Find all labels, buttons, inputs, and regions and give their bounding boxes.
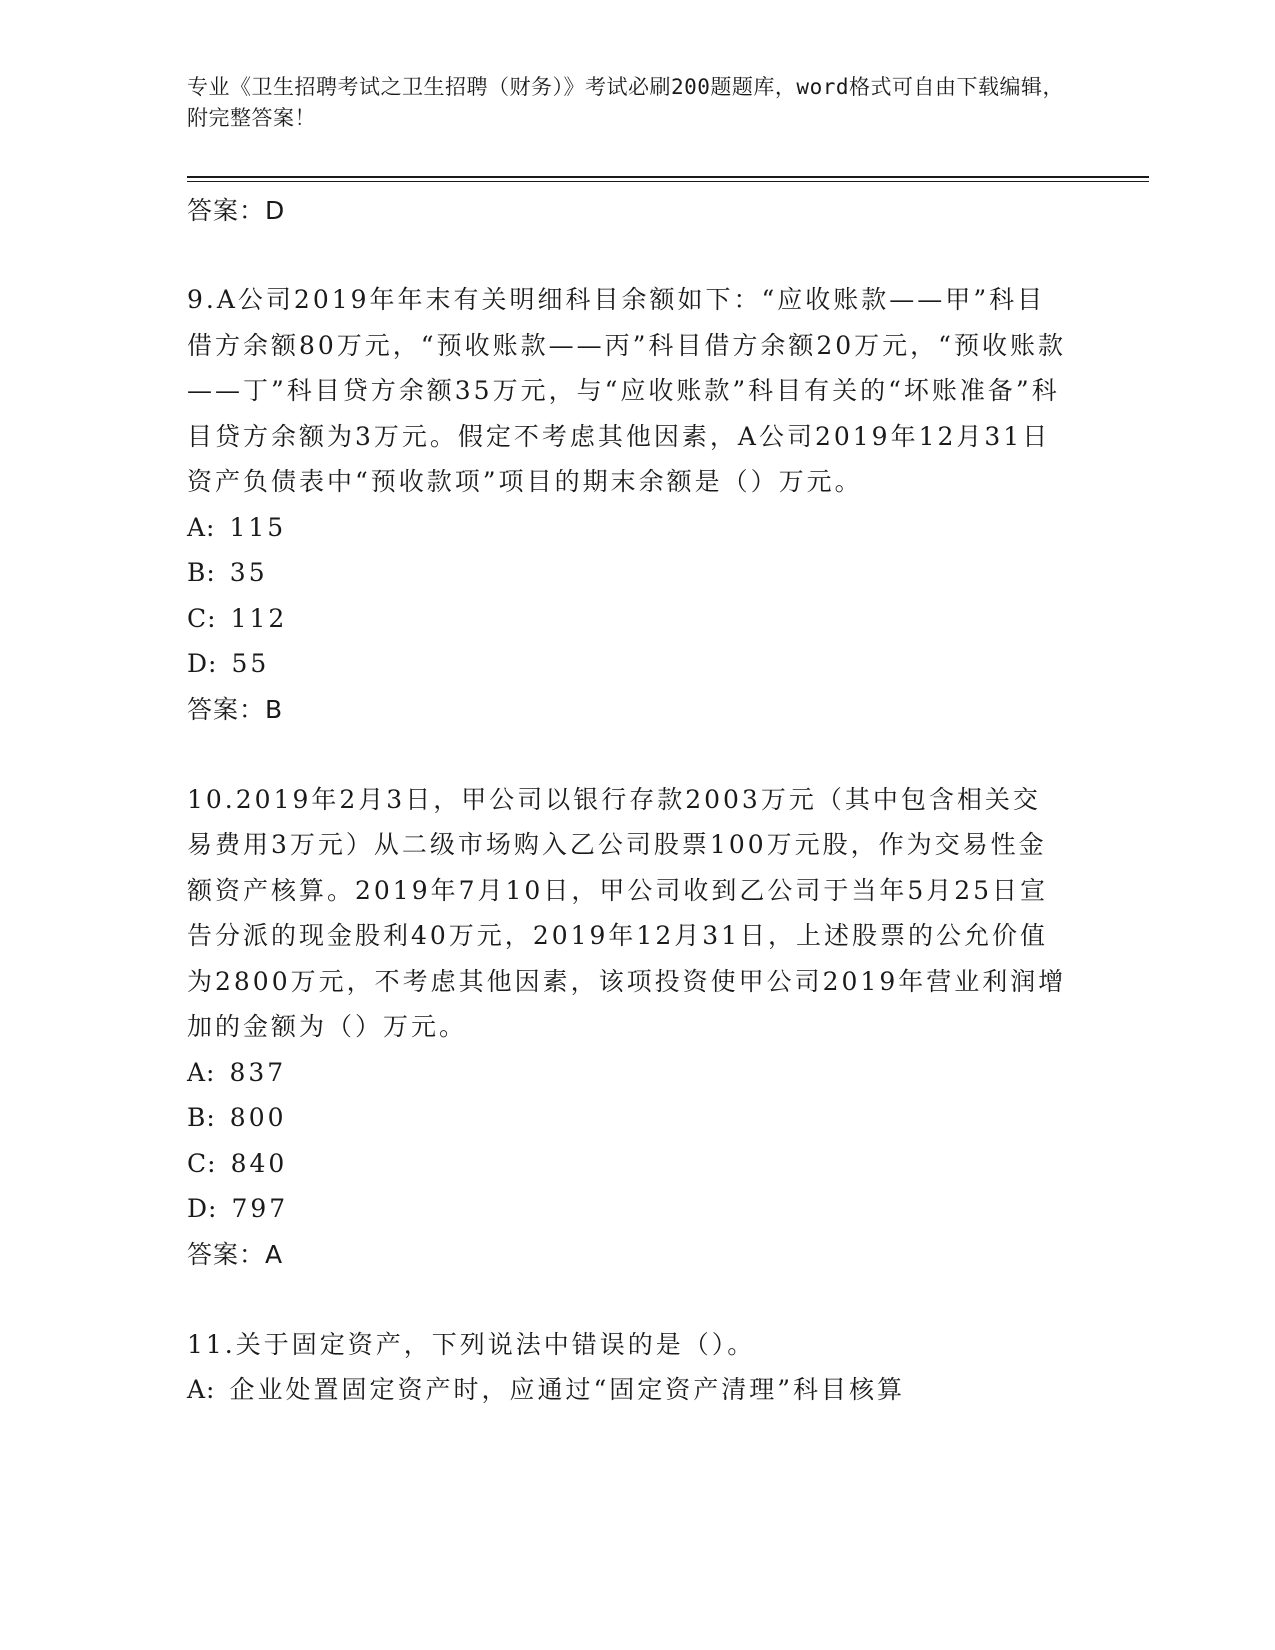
answer-line: 答案：A [187, 1239, 284, 1269]
answer-line: 答案：D [187, 196, 286, 225]
option-value: 企业处置固定资产时，应通过“固定资产清理”科目核算 [229, 1375, 906, 1404]
question-content [187, 188, 1087, 1413]
option-value: 800 [229, 1103, 287, 1132]
option-b [187, 550, 1087, 596]
answer-line: 答案：B [187, 694, 284, 724]
option-letter: A: [187, 1375, 216, 1404]
option-value: 797 [231, 1194, 289, 1223]
question-text: 9.A公司2019年年末有关明细科目余额如下：“应收账款——甲”科目借方余额80万元，“预收账款——丙”科目借方余额20万元，“预收账款——丁”科目贷方余额35万元，与“应收账款”科目有关的“坏账准备”科目贷方余额为3万元。假定不考虑其他因素，A公司2019年12月31日资产负债表中“预收款项”项目的期末余额是（）万元。 [187, 285, 1066, 496]
question-block-9 [187, 277, 1087, 732]
option-d [187, 641, 1087, 687]
option-d [187, 1186, 1087, 1232]
option-c [187, 1141, 1087, 1187]
option-letter: D: [187, 1194, 218, 1223]
option-value: 112 [230, 603, 288, 633]
spacer [187, 1277, 1087, 1322]
spacer [187, 233, 1087, 278]
option-letter: A: [187, 1057, 216, 1087]
question-block-10 [187, 777, 1087, 1277]
option-a [187, 1050, 1087, 1096]
spacer [187, 732, 1087, 777]
question-text: 11.关于固定资产，下列说法中错误的是（）。 [187, 1329, 756, 1359]
option-letter: A: [187, 512, 216, 542]
option-value: 35 [229, 558, 268, 587]
option-letter: D: [187, 649, 218, 678]
page-header: 专业《卫生招聘考试之卫生招聘（财务）》考试必刷200题题库，word格式可自由下载编辑，附完整答案！ [187, 75, 1064, 130]
option-a [187, 1367, 1087, 1413]
option-value: 115 [229, 512, 287, 542]
option-b [187, 1095, 1087, 1141]
option-value: 837 [229, 1057, 287, 1087]
question-block-11 [187, 1322, 1087, 1413]
option-letter: B: [187, 558, 216, 587]
header-divider [187, 176, 1149, 178]
option-letter: B: [187, 1103, 216, 1132]
option-letter: C: [187, 1148, 217, 1178]
option-value: 840 [230, 1148, 288, 1178]
option-a [187, 505, 1087, 551]
option-letter: C: [187, 603, 217, 633]
question-text: 10.2019年2月3日，甲公司以银行存款2003万元（其中包含相关交易费用3万元）从二级市场购入乙公司股票100万元股，作为交易性金额资产核算。2019年7月10日，甲公司收到乙公司于当年5月25日宣告分派的现金股利40万元，2019年12月31日，上述股票的公允价值为2800万元，不考虑其他因素，该项投资使甲公司2019年营业利润增加的金额为（）万元。 [187, 784, 1067, 1041]
option-value: 55 [231, 649, 270, 678]
option-c [187, 596, 1087, 642]
header-divider-thin [187, 181, 1149, 182]
